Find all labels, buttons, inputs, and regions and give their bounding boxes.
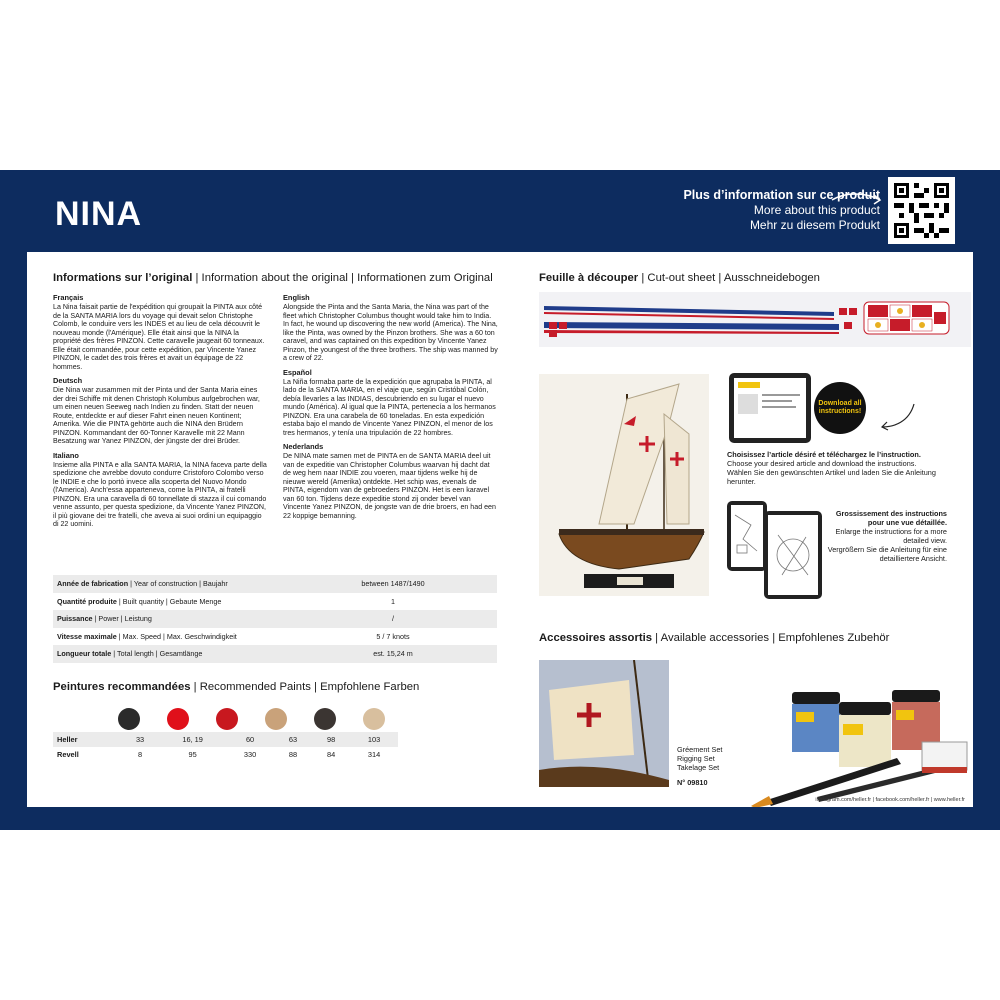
original-heading: Informations sur l’original | Information about the original | Informationen zum Original bbox=[53, 272, 493, 284]
instruction-sketch-icon bbox=[731, 505, 763, 567]
cutout-heading: Feuille à découper | Cut-out sheet | Ausschneidebogen bbox=[539, 272, 820, 284]
brand-label-heller: Heller bbox=[53, 732, 121, 747]
lang-label-de: Deutsch bbox=[53, 376, 83, 385]
set-number: N° 09810 bbox=[677, 778, 708, 787]
paint-code: 88 bbox=[288, 750, 298, 759]
accessories-heading: Accessoires assortis | Available accessories | Empfohlenes Zubehör bbox=[539, 632, 890, 644]
paragraph-it: Insieme alla PINTA e alla SANTA MARIA, la NINA faceva parte della spedizione che avrebbe dovuto condurre Cristoforo Colombo verso le INDIE e che lo portò invece alla scoperta del Nuovo Mondo (l'America). Anch'essa apparteneva, come la PINTA, ai fratelli PINZON. Era una caravella di 60 tonnellate di stazza il cui comando venne assunto, per questa spedizione, da Vincente Yanez PINZON, il più giovane dei tre fratelli, che aveva ai suoi ordini un equipaggio di 22 uomini. bbox=[53, 460, 267, 528]
zoom-en: Enlarge the instructions for a more detailed view. bbox=[835, 527, 947, 545]
paint-swatch bbox=[167, 708, 189, 730]
text-line bbox=[762, 400, 792, 402]
text-line bbox=[762, 394, 800, 396]
more-info-en: More about this product bbox=[753, 203, 880, 217]
spec-value: / bbox=[289, 610, 497, 628]
table-row bbox=[53, 593, 497, 611]
cutout-sheet-image bbox=[539, 292, 971, 347]
social-links[interactable]: instagram.com/heller.fr | facebook.com/heller.fr | www.heller.fr bbox=[815, 797, 965, 803]
tablet-image-zoom-1 bbox=[727, 501, 767, 571]
paint-swatch bbox=[216, 708, 238, 730]
paragraph-de: Die Nina war zusammen mit der Pinta und der Santa Maria eines der drei Schiffe mit denen Christoph Kolumbus aufgebrochen war, um einen neuen Seeweg nach Indien zu finden. Statt der neuen Route, entdeckte er auf dieser Fahrt einen neuen Kontinent; Amerika. Wie die PINTA gehörte auch die NINA den Brüdern PINZON. Kommandant der 60-Tonner Karavelle mit 22 Mann Besatzung war Yanez PINZON, der jüngste der drei Brüder. bbox=[53, 386, 260, 445]
rigging-set-image bbox=[539, 660, 669, 787]
tablet-image-download bbox=[729, 373, 811, 443]
paint-code: 98 bbox=[312, 732, 350, 747]
paint-code: 16, 19 bbox=[159, 732, 226, 747]
zoom-de: Vergrößern Sie die Anleitung für eine detailliertere Ansicht. bbox=[827, 545, 947, 563]
paint-code: 84 bbox=[326, 750, 336, 759]
product-thumbnail bbox=[738, 394, 758, 414]
paint-code: 8 bbox=[137, 750, 143, 759]
table-row bbox=[53, 747, 398, 762]
paints-heading: Peintures recommandées | Recommended Paints | Empfohlene Farben bbox=[53, 681, 420, 693]
tablet-image-zoom-2 bbox=[764, 511, 822, 599]
spec-value: 1 bbox=[391, 596, 395, 606]
paint-code: 33 bbox=[121, 732, 159, 747]
lang-label-en: English bbox=[283, 293, 310, 302]
rigging-set-caption bbox=[677, 745, 722, 787]
paint-swatch bbox=[265, 708, 287, 730]
table-row bbox=[53, 575, 497, 593]
instruction-detail-icon bbox=[768, 515, 818, 595]
paint-code: 103 bbox=[350, 732, 398, 747]
download-badge-label: Download all instructions! bbox=[818, 400, 862, 415]
curved-arrow-icon bbox=[879, 402, 919, 432]
qr-code[interactable] bbox=[888, 177, 955, 244]
tablet-screen bbox=[731, 505, 763, 567]
rigging-sail-drawing bbox=[539, 660, 669, 787]
zoom-fr: Grossissement des instructions pour une vue détaillée. bbox=[835, 509, 947, 527]
set-de: Takelage Set bbox=[677, 763, 720, 772]
spec-value: between 1487/1490 bbox=[289, 575, 497, 593]
download-instructions-text bbox=[727, 450, 957, 486]
set-fr: Gréement Set bbox=[677, 745, 723, 754]
ship-model-image bbox=[539, 374, 709, 596]
spec-value: est. 15,24 m bbox=[289, 645, 497, 663]
spec-key: Année de fabrication bbox=[57, 579, 129, 589]
paint-swatch bbox=[314, 708, 336, 730]
ship-model-drawing bbox=[539, 374, 709, 596]
spec-key: Vitesse maximale bbox=[57, 631, 117, 641]
spec-value: 5 / 7 knots bbox=[376, 631, 410, 641]
brand-label-revell: Revell bbox=[57, 750, 79, 759]
choose-fr: Choisissez l’article désiré et téléchargez le l’instruction. bbox=[727, 450, 921, 459]
table-row bbox=[53, 628, 497, 646]
paint-code: 330 bbox=[243, 750, 257, 759]
paint-code: 314 bbox=[367, 750, 381, 759]
logo-icon bbox=[738, 382, 760, 388]
spec-table bbox=[53, 575, 497, 663]
paragraph-fr: La Nina faisait partie de l'expédition qui groupait la PINTA aux côté de la SANTA MARIA lors du voyage qui devait selon Christophe Colomb, le conduire vers les INDES et au lieu de cela découvrit le nouveau monde (l'Amérique). Elle était ainsi que la NINA la propriété des frères PINZON. Cette caravelle jaugeait 60 tonneaux. Elle était commandée, pour cette expédition, par Vincente Yanez PINZON, le cadet des trois frères et avait un équipage de 22 hommes. bbox=[53, 303, 265, 371]
choose-de: Wählen Sie den gewünschten Artikel und laden Sie die Anleitung herunter. bbox=[727, 468, 936, 486]
paragraph-en: Alongside the Pinta and the Santa Maria, the Nina was part of the fleet which Christopher Columbus thought would take him to India. In fact, he wound up discovering the new world (America). The Nina, like the Pinta, was owned by the Pinzon brothers. She was a 60 ton caravel, and was captained on this expedition by Vincente Yanez Pinzon, the youngest of the three brothers. The ship was manned by a crew of 22. bbox=[283, 303, 498, 362]
tablet-screen bbox=[734, 378, 806, 438]
tablet-screen bbox=[768, 515, 818, 595]
spec-key: Puissance bbox=[57, 614, 93, 624]
accessories-paints-image bbox=[747, 682, 973, 807]
table-row bbox=[53, 732, 398, 747]
table-row bbox=[53, 610, 497, 628]
paint-code: 63 bbox=[274, 732, 312, 747]
paint-code: 60 bbox=[226, 732, 274, 747]
choose-en: Choose your desired article and download the instructions. bbox=[727, 459, 917, 468]
text-column-left bbox=[53, 293, 268, 534]
download-badge[interactable] bbox=[814, 382, 866, 434]
more-info-de: Mehr zu diesem Produkt bbox=[749, 218, 880, 232]
spec-key-rest: | Year of construction | Baujahr bbox=[128, 579, 228, 589]
lang-label-es: Español bbox=[283, 367, 312, 377]
spec-key-rest: | Total length | Gesamtlänge bbox=[111, 649, 203, 659]
paint-swatch bbox=[118, 708, 140, 730]
spec-key: Quantité produite bbox=[57, 596, 117, 606]
set-en: Rigging Set bbox=[677, 754, 715, 763]
spec-key-rest: | Max. Speed | Max. Geschwindigkeit bbox=[116, 631, 237, 641]
zoom-instructions-text bbox=[827, 509, 947, 563]
lang-label-nl: Nederlands bbox=[283, 442, 324, 451]
paint-table bbox=[53, 732, 398, 762]
page-title: NINA bbox=[55, 195, 143, 233]
text-column-right bbox=[283, 293, 498, 525]
arrow-right-icon bbox=[830, 190, 885, 210]
lang-label-fr: Français bbox=[53, 293, 84, 302]
spec-key: Longueur totale bbox=[57, 649, 112, 659]
lang-label-it: Italiano bbox=[53, 450, 79, 460]
table-row bbox=[53, 645, 497, 663]
cutout-sheet-drawing bbox=[539, 292, 971, 347]
content-panel bbox=[27, 252, 973, 807]
more-info-fr: Plus d’information sur ce produit bbox=[683, 188, 880, 202]
paragraph-nl: De NINA mate samen met de PINTA en de SANTA MARIA deel uit van de expeditie van Christopher Columbus waarvan hij dacht dat de weg hem naar INDIE zou voeren, maar tijdens welke hij de nieuwe wereld (Amerika) ontdekte. Het schip was, evenals de PINTA, eigendom van de gebroeders PINZON. Het is een karavel van 60 ton. Tijdens deze expeditie stond zij onder bevel van Vincente Yanez PINZON, de jongste van de drie broers, en had een 22 koppige bemanning. bbox=[283, 452, 496, 520]
paint-code: 95 bbox=[188, 750, 197, 759]
paragraph-es: La Niña formaba parte de la expedición que agrupaba la PINTA, al lado de la SANTA MARIA, en el viaje que, según Cristóbal Colón, debía llevarles a las INDIAS, descubriendo en su lugar el nuevo mundo (América). Al igual que la PINTA, pertenecía a los hermanos PINZON. Era una carabela de 60 toneladas. En esta expedición estaba bajo el mando de Vincente Yanez PINZON, el menor de los tres hermanos, y tenía una tripulación de 22 hombres. bbox=[283, 377, 496, 437]
text-line bbox=[762, 406, 796, 408]
spec-key-rest: | Power | Leistung bbox=[92, 614, 152, 624]
paint-swatch bbox=[363, 708, 385, 730]
qr-code-icon bbox=[894, 183, 949, 238]
spec-key-rest: | Built quantity | Gebaute Menge bbox=[116, 596, 222, 606]
